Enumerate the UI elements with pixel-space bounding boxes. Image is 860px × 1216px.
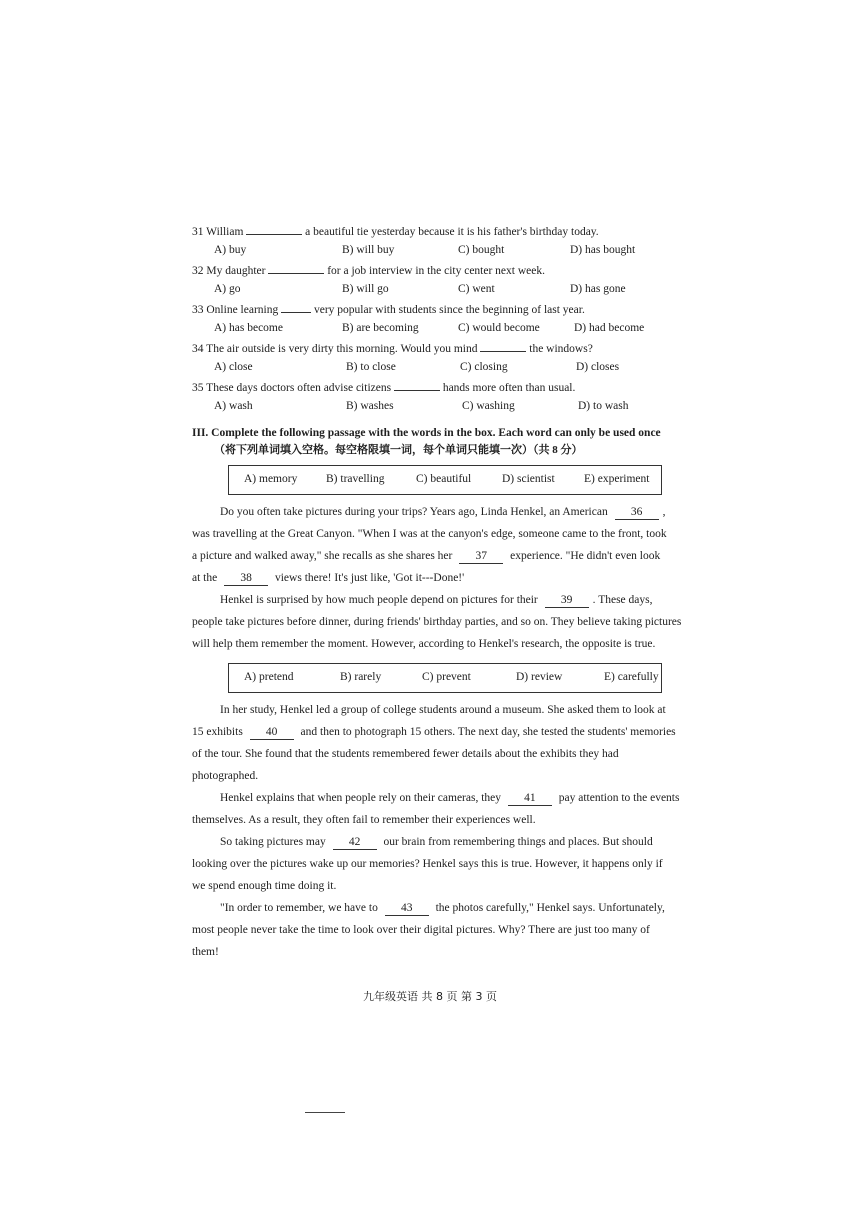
passage-line: people take pictures before dinner, during friends' birthday parties, and so on. They believe taking pictures <box>192 616 682 628</box>
passage-text: experience. "He didn't even look <box>510 550 661 562</box>
word-option: A) memory <box>244 473 298 485</box>
passage-text: Do you often take pictures during your trips? Years ago, Linda Henkel, an American <box>220 506 608 518</box>
word-option: D) review <box>516 671 563 683</box>
options-31 <box>192 239 732 261</box>
passage-line: was travelling at the Great Canyon. "When I was at the canyon's edge, someone came to the front, took <box>192 528 667 540</box>
passage-text: a picture and walked away," she recalls as she shares her <box>192 550 453 562</box>
question-stem: Online learning <box>206 304 279 316</box>
passage-text: 15 exhibits <box>192 726 243 738</box>
option-b: B) are becoming <box>342 322 419 334</box>
blank-42: 42 <box>333 835 377 850</box>
passage-text: So taking pictures may <box>220 836 326 848</box>
question-stem: hands more often than usual. <box>442 382 576 394</box>
passage-line <box>192 721 732 743</box>
word-option: B) travelling <box>326 473 385 485</box>
passage-line: of the tour. She found that the students remembered fewer details about the exhibits they had <box>192 748 619 760</box>
option-b: B) will buy <box>342 244 395 256</box>
option-b: B) will go <box>342 283 389 295</box>
question-32 <box>192 261 732 278</box>
blank-37: 37 <box>459 549 503 564</box>
passage-line <box>192 589 732 611</box>
option-a: A) wash <box>214 400 253 412</box>
word-box-1 <box>228 465 662 495</box>
question-35 <box>192 378 732 395</box>
passage-line <box>192 897 732 919</box>
passage-line <box>192 787 732 809</box>
divider-line <box>305 1112 345 1113</box>
option-d: D) had become <box>574 322 645 334</box>
question-33 <box>192 300 732 317</box>
word-option: C) prevent <box>422 671 471 683</box>
question-stem: These days doctors often advise citizens <box>206 382 392 394</box>
passage-text: at the <box>192 572 218 584</box>
blank-38: 38 <box>224 571 268 586</box>
question-number: 34 <box>192 343 204 355</box>
passage-line <box>192 567 732 589</box>
option-c: C) would become <box>458 322 540 334</box>
answer-blank <box>394 378 440 391</box>
passage-line <box>192 831 732 853</box>
answer-blank <box>281 300 311 313</box>
passage-text: views there! It's just like, 'Got it---Done!' <box>274 572 465 584</box>
blank-43: 43 <box>385 901 429 916</box>
option-a: A) buy <box>214 244 247 256</box>
passage-line: them! <box>192 946 219 958</box>
option-d: D) has bought <box>570 244 636 256</box>
word-option: B) rarely <box>340 671 382 683</box>
option-d: D) has gone <box>570 283 626 295</box>
option-d: D) to wash <box>578 400 629 412</box>
option-d: D) closes <box>576 361 620 373</box>
option-c: C) closing <box>460 361 508 373</box>
page-footer: 九年级英语 共 8 页 第 3 页 <box>363 990 497 1003</box>
question-34 <box>192 339 732 356</box>
blank-36: 36 <box>615 505 659 520</box>
option-b: B) washes <box>346 400 394 412</box>
option-a: A) has become <box>214 322 283 334</box>
answer-blank <box>246 222 302 235</box>
passage-text: pay attention to the events <box>558 792 680 804</box>
passage-text: , <box>662 506 666 518</box>
option-b: B) to close <box>346 361 396 373</box>
passage-line: themselves. As a result, they often fail to remember their experiences well. <box>192 814 536 826</box>
question-stem: for a job interview in the city center next week. <box>327 265 545 277</box>
passage-line: photographed. <box>192 770 259 782</box>
word-option: E) carefully <box>604 671 659 683</box>
question-stem: The air outside is very dirty this morning. Would you mind <box>206 343 478 355</box>
blank-39: 39 <box>545 593 589 608</box>
passage-line <box>192 545 732 567</box>
option-c: C) bought <box>458 244 505 256</box>
answer-blank <box>480 339 526 352</box>
page-content <box>192 222 732 963</box>
options-33 <box>192 317 732 339</box>
option-c: C) went <box>458 283 495 295</box>
question-stem: very popular with students since the beginning of last year. <box>313 304 585 316</box>
answer-blank <box>268 261 324 274</box>
passage-text: our brain from remembering things and places. But should <box>383 836 653 848</box>
word-option: E) experiment <box>584 473 650 485</box>
section-subtitle: （将下列单词填入空格。每空格限填一词，每个单词只能填一次）（共 8 分） <box>214 444 583 456</box>
question-stem: the windows? <box>529 343 593 355</box>
question-31 <box>192 222 732 239</box>
question-stem: My daughter <box>206 265 266 277</box>
options-32 <box>192 278 732 300</box>
option-a: A) close <box>214 361 253 373</box>
passage-line: In her study, Henkel led a group of college students around a museum. She asked them to look at <box>220 704 666 716</box>
passage-line <box>192 501 732 523</box>
question-number: 35 <box>192 382 204 394</box>
question-number: 32 <box>192 265 204 277</box>
option-a: A) go <box>214 283 241 295</box>
options-35 <box>192 395 732 417</box>
blank-40: 40 <box>250 725 294 740</box>
blank-41: 41 <box>508 791 552 806</box>
word-option: A) pretend <box>244 671 294 683</box>
option-c: C) washing <box>462 400 515 412</box>
word-box-2 <box>228 663 662 693</box>
word-option: C) beautiful <box>416 473 472 485</box>
passage-text: Henkel explains that when people rely on their cameras, they <box>220 792 502 804</box>
passage-line: we spend enough time doing it. <box>192 880 337 892</box>
question-number: 31 <box>192 226 204 238</box>
question-stem: a beautiful tie yesterday because it is his father's birthday today. <box>305 226 599 238</box>
passage-text: . These days, <box>592 594 653 606</box>
question-stem: William <box>206 226 244 238</box>
passage-line: will help them remember the moment. However, according to Henkel's research, the opposite is true. <box>192 638 656 650</box>
passage-line: most people never take the time to look over their digital pictures. Why? There are just too many of <box>192 924 650 936</box>
passage-text: "In order to remember, we have to <box>220 902 378 914</box>
section-title: III. Complete the following passage with the words in the box. Each word can only be used once <box>192 427 661 439</box>
options-34 <box>192 356 732 378</box>
question-number: 33 <box>192 304 204 316</box>
passage-text: the photos carefully," Henkel says. Unfortunately, <box>435 902 665 914</box>
passage-text: Henkel is surprised by how much people depend on pictures for their <box>220 594 538 606</box>
passage-text: and then to photograph 15 others. The next day, she tested the students' memories <box>300 726 676 738</box>
word-option: D) scientist <box>502 473 555 485</box>
passage-line: looking over the pictures wake up our memories? Henkel says this is true. However, it happens only if <box>192 858 663 870</box>
